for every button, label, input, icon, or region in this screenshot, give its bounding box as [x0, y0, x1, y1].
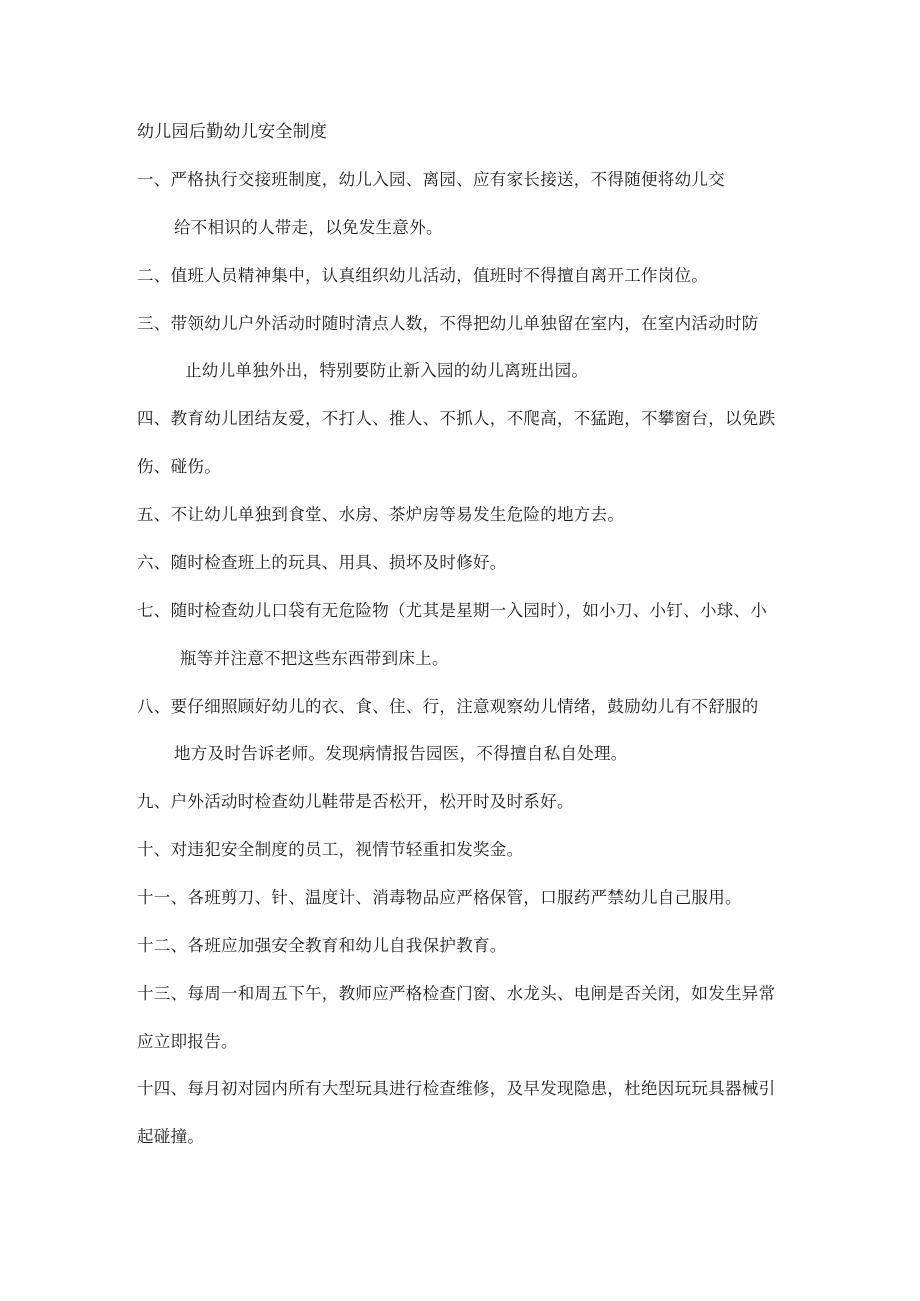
- rule-8-line-2: 地方及时告诉老师。发现病情报告园医，不得擅自私自处理。: [174, 744, 628, 763]
- rule-12-line-1: 十二、各班应加强安全教育和幼儿自我保护教育。: [137, 936, 507, 955]
- rule-2-line-1: 二、值班人员精神集中，认真组织幼儿活动，值班时不得擅自离开工作岗位。: [137, 266, 709, 285]
- rule-14-line-2: 起碰撞。: [137, 1127, 205, 1146]
- rule-10-line-1: 十、对违犯安全制度的员工，视情节轻重扣发奖金。: [137, 840, 524, 859]
- rule-3-line-2: 止幼儿单独外出，特别要防止新入园的幼儿离班出园。: [185, 361, 589, 380]
- rule-14-line-1: 十四、每月初对园内所有大型玩具进行检查维修，及早发现隐患，杜绝因玩玩具器械引: [137, 1079, 776, 1098]
- rule-9-line-1: 九、户外活动时检查幼儿鞋带是否松开，松开时及时系好。: [137, 792, 574, 811]
- rule-8-line-1: 八、要仔细照顾好幼儿的衣、食、住、行，注意观察幼儿情绪，鼓励幼儿有不舒服的: [137, 697, 759, 716]
- rule-6-line-1: 六、随时检查班上的玩具、用具、损坏及时修好。: [137, 553, 507, 572]
- rule-5-line-1: 五、不让幼儿单独到食堂、水房、茶炉房等易发生危险的地方去。: [137, 505, 625, 524]
- rule-4-line-2: 伤、碰伤。: [137, 457, 221, 476]
- rule-7-line-2: 瓶等并注意不把这些东西带到床上。: [180, 649, 449, 668]
- rule-3-line-1: 三、带领幼儿户外活动时随时清点人数，不得把幼儿单独留在室内，在室内活动时防: [137, 314, 759, 333]
- document-title: 幼儿园后勤幼儿安全制度: [137, 122, 328, 142]
- rule-1-line-2: 给不相识的人带走，以免发生意外。: [174, 218, 443, 237]
- rule-13-line-2: 应立即报告。: [137, 1032, 238, 1051]
- rule-11-line-1: 十一、各班剪刀、针、温度计、消毒物品应严格保管，口服药严禁幼儿自己服用。: [137, 888, 742, 907]
- rule-7-line-1: 七、随时检查幼儿口袋有无危险物（尤其是星期一入园时），如小刀、小钉、小球、小: [137, 601, 768, 620]
- rule-13-line-1: 十三、每周一和周五下午，教师应严格检查门窗、水龙头、电闸是否关闭，如发生异常: [137, 984, 776, 1003]
- rule-1-line-1: 一、严格执行交接班制度，幼儿入园、离园、应有家长接送，不得随便将幼儿交: [137, 170, 725, 189]
- rule-4-line-1: 四、教育幼儿团结友爱，不打人、推人、不抓人，不爬高，不猛跑，不攀窗台，以免跌: [137, 409, 776, 428]
